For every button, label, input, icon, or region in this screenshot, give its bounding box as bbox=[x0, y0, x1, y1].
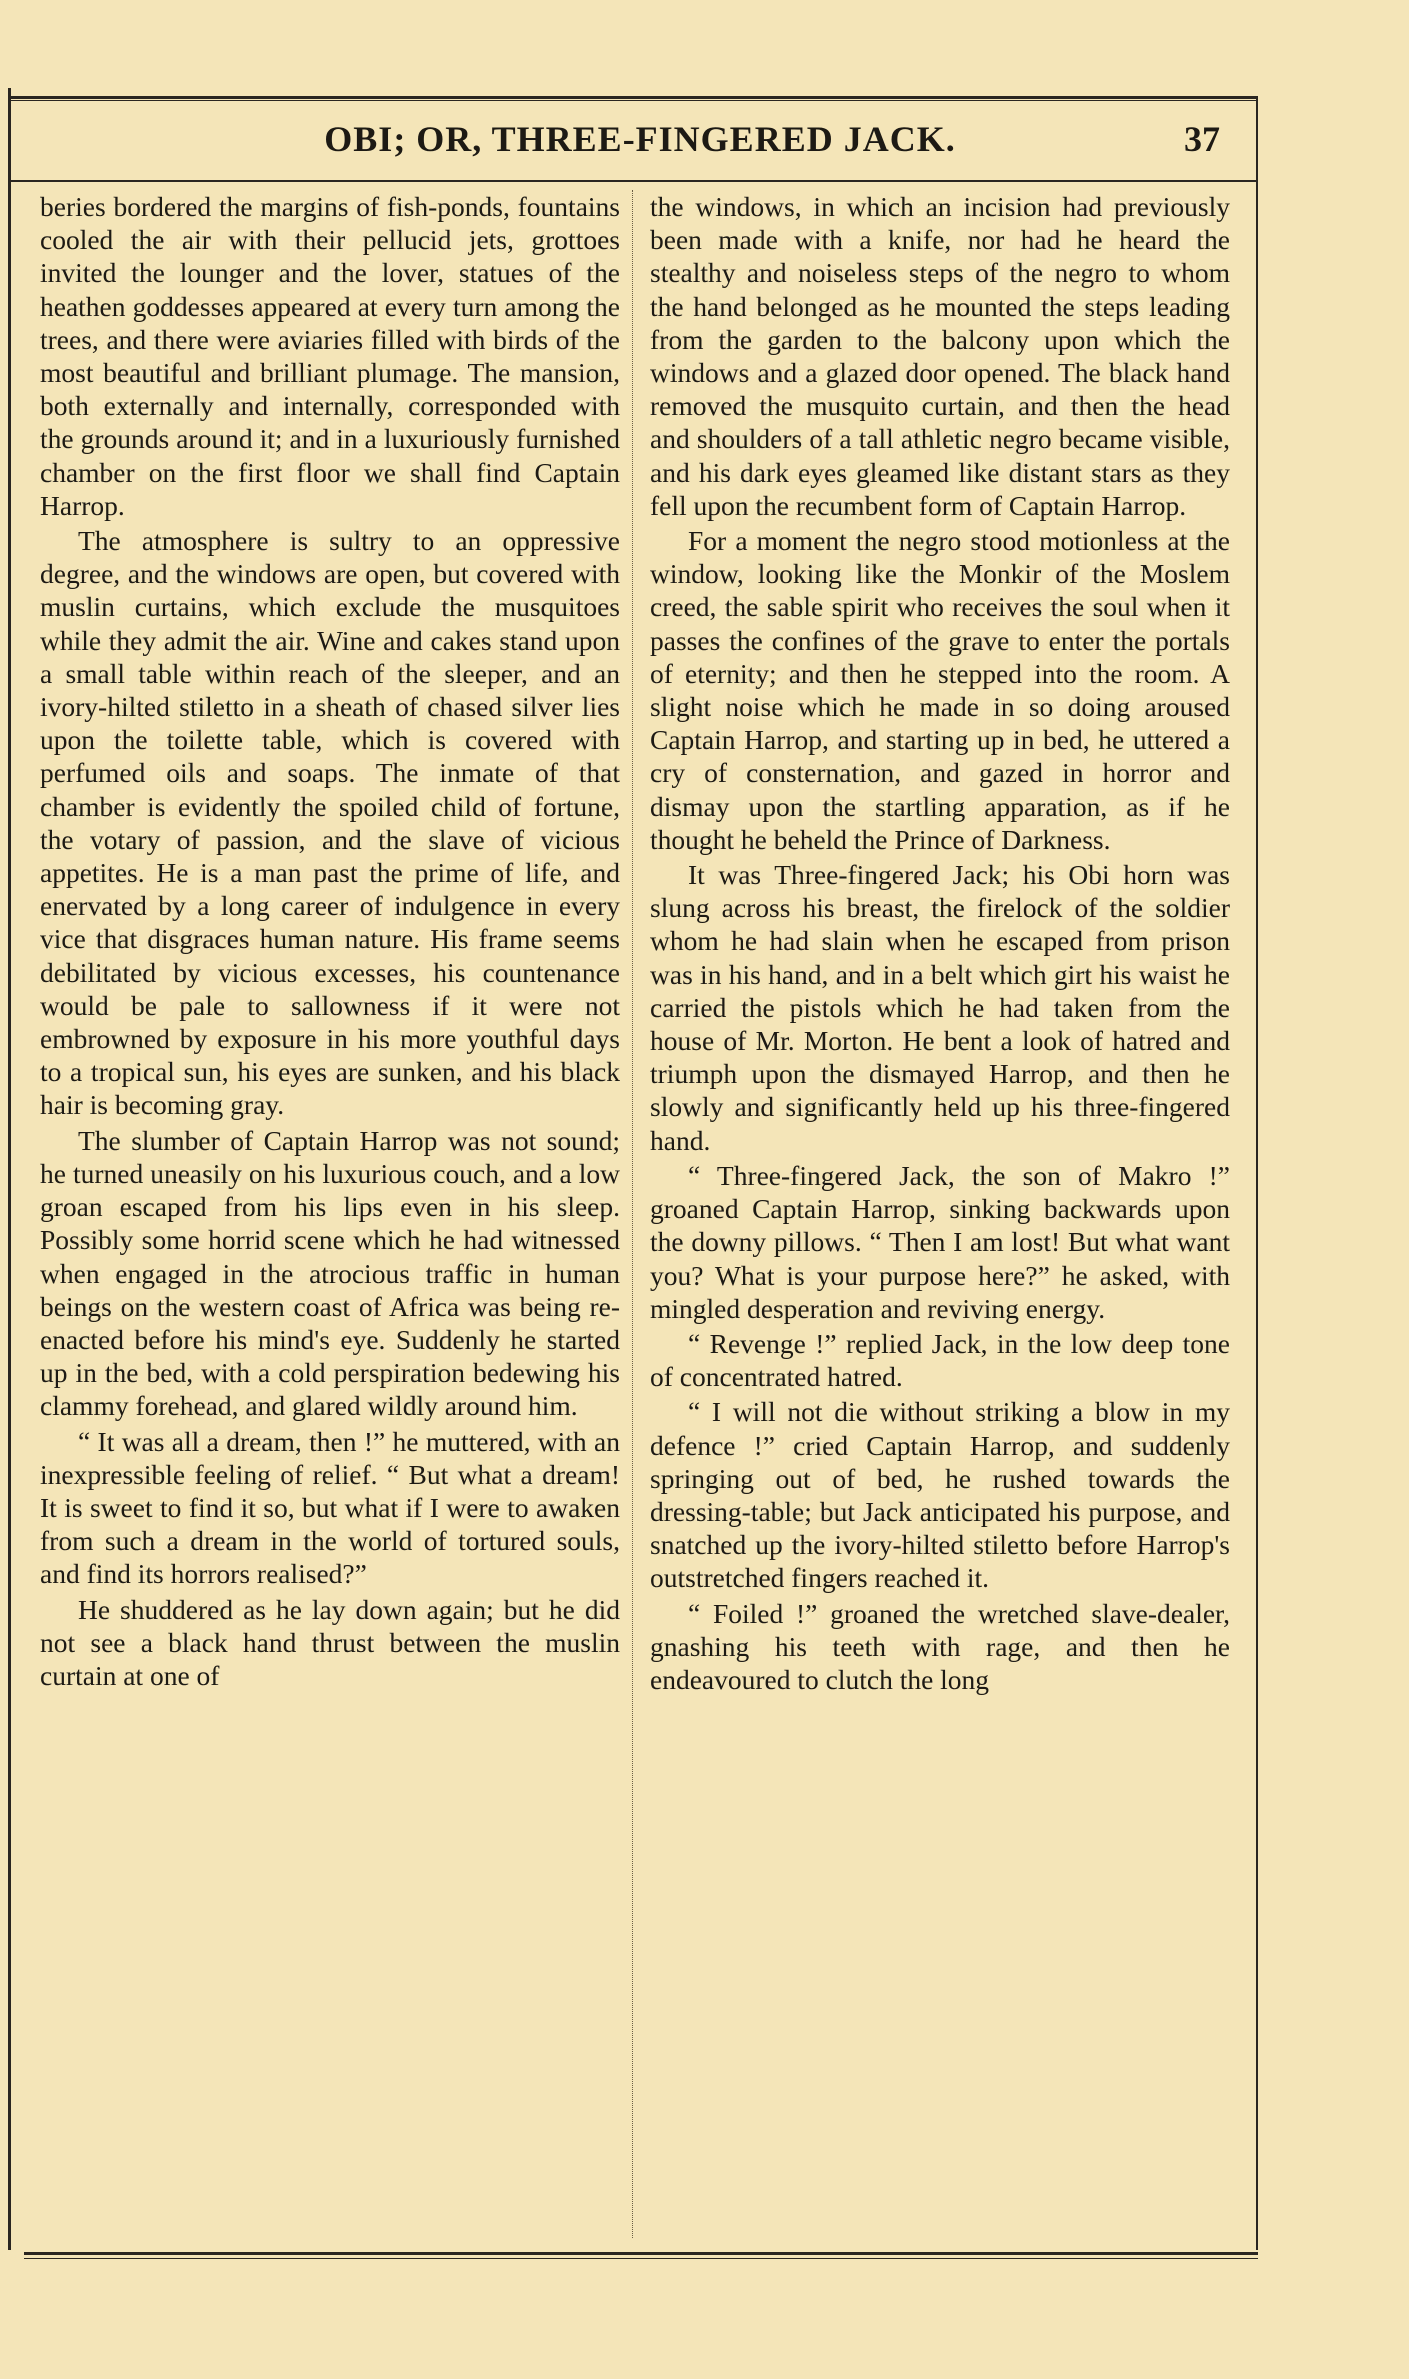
top-rule-thin bbox=[10, 100, 1258, 101]
paragraph: For a moment the negro stood motionless at the window, looking like the Monkir of the Moslem creed, the sable spirit who receives the soul when it passes the confines of the grave to enter the portals of eternity; and then he stepped into the room. A slight noise which he made in so doing aroused Captain Harrop, and starting up in bed, he uttered a cry of consternation, and gazed in horror and dismay upon the startling apparation, as if he thought he beheld the Prince of Darkness. bbox=[650, 525, 1230, 855]
paragraph: the windows, in which an incision had previously been made with a knife, nor had he heard the stealthy and noiseless steps of the negro to whom the hand belonged as he mounted the steps leading from the garden to the balcony upon which the windows and a glazed door opened. The black hand removed the musquito curtain, and then the head and shoulders of a tall athletic negro became visible, and his dark eyes gleamed like distant stars as they fell upon the recumbent form of Captain Harrop. bbox=[650, 191, 1230, 521]
right-column bbox=[650, 190, 1230, 1696]
top-rule bbox=[10, 96, 1258, 99]
bottom-rule-thin bbox=[24, 2258, 1258, 2259]
paragraph: “ It was all a dream, then !” he muttered, with an inexpressible feeling of relief. “ But what a dream! It is sweet to find it so, but what if I were to awaken from such a dream in the world of tortured souls, and find its horrors realised?” bbox=[40, 1425, 620, 1590]
paragraph: The slumber of Captain Harrop was not sound; he turned uneasily on his luxurious couch, and a low groan escaped from his lips even in his sleep. Possibly some horrid scene which he had witnessed when engaged in the atrocious traffic in human beings on the western coast of Africa was being re-enacted before his mind's eye. Suddenly he started up in the bed, with a cold perspiration bedewing his clammy forehead, and glared wildly around him. bbox=[40, 1124, 620, 1422]
paragraph: “ Foiled !” groaned the wretched slave-dealer, gnashing his teeth with rage, and then he endeavoured to clutch the long bbox=[650, 1597, 1230, 1695]
paragraph: It was Three-fingered Jack; his Obi horn was slung across his breast, the firelock of the soldier whom he had slain when he escaped from prison was in his hand, and in a belt which girt his waist he carried the pistols which he had taken from the house of Mr. Morton. He bent a look of hatred and triumph upon the dismayed Harrop, and then he slowly and significantly held up his three-fingered hand. bbox=[650, 859, 1230, 1156]
paragraph: He shuddered as he lay down again; but he did not see a black hand thrust between the muslin curtain at one of bbox=[40, 1593, 620, 1691]
running-title: OBI; OR, THREE-FINGERED JACK. bbox=[324, 119, 956, 159]
left-column bbox=[40, 190, 620, 1692]
paragraph: The atmosphere is sultry to an oppressive degree, and the windows are open, but covered with muslin curtains, which exclude the musquitoes while they admit the air. Wine and cakes stand upon a small table within reach of the sleeper, and an ivory-hilted stiletto in a sheath of chased silver lies upon the toilette table, which is covered with perfumed oils and soaps. The inmate of that chamber is evidently the spoiled child of fortune, the votary of passion, and the slave of vicious appetites. He is a man past the prime of life, and enervated by a long career of indulgence in every vice that disgraces human nature. His frame seems debilitated by vicious excesses, his countenance would be pale to sallowness if it were not embrowned by exposure in his more youthful days to a tropical sun, his eyes are sunken, and his black hair is becoming gray. bbox=[40, 525, 620, 1121]
paragraph: “ I will not die without striking a blow in my defence !” cried Captain Harrop, and suddenly springing out of bed, he rushed towards the dressing-table; but Jack anticipated his purpose, and snatched up the ivory-hilted stiletto before Harrop's outstretched fingers reached it. bbox=[650, 1396, 1230, 1594]
paragraph: “ Revenge !” replied Jack, in the low deep tone of concentrated hatred. bbox=[650, 1327, 1230, 1393]
bottom-rule bbox=[24, 2252, 1258, 2255]
header-rule bbox=[10, 180, 1258, 182]
paragraph: beries bordered the margins of fish-ponds, fountains cooled the air with their pellucid jets, grottoes invited the lounger and the lover, statues of the heathen goddesses appeared at every turn among the trees, and there were aviaries filled with birds of the most beautiful and brilliant plumage. The mansion, both externally and internally, corresponded with the grounds around it; and in a luxuriously furnished chamber on the first floor we shall find Captain Harrop. bbox=[40, 191, 620, 521]
column-divider bbox=[632, 190, 633, 2238]
right-rule bbox=[1256, 98, 1258, 2250]
paragraph: “ Three-fingered Jack, the son of Makro !” groaned Captain Harrop, sinking backwards upon the downy pillows. “ Then I am lost! But what want you? What is your purpose here?” he asked, with mingled desperation and reviving energy. bbox=[650, 1159, 1230, 1324]
page-number: 37 bbox=[1184, 119, 1220, 159]
page-header bbox=[40, 118, 1240, 168]
